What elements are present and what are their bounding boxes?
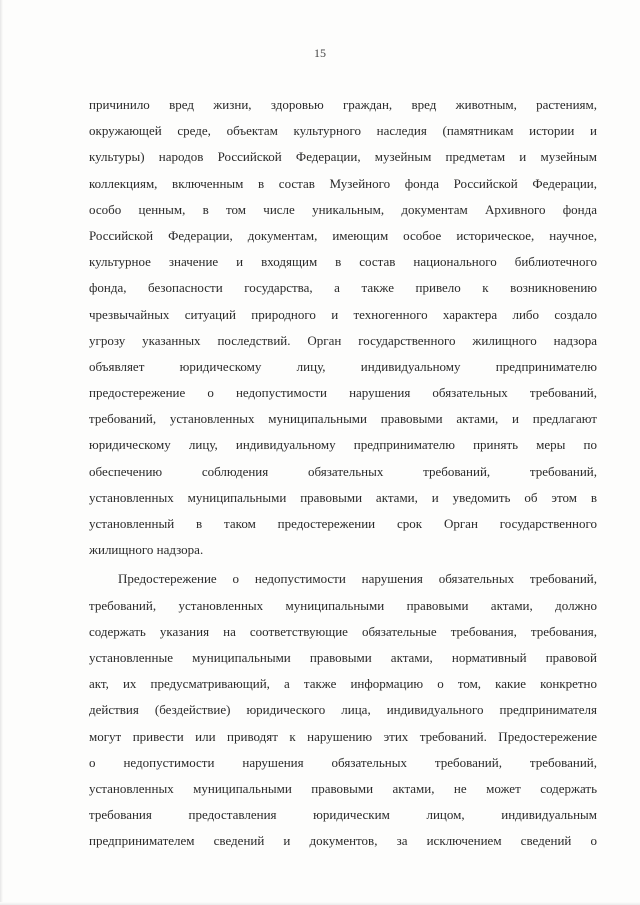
paragraph-1-line: особо ценным, в том числе уникальным, документам Архивного фонда <box>89 201 597 217</box>
scan-edge-left <box>0 0 3 905</box>
paragraph-1 <box>89 92 597 563</box>
paragraph-2-line: содержать указания на соответствующие обязательные требования, требования, <box>89 623 597 639</box>
paragraph-2-line: Предостережение о недопустимости нарушения обязательных требований, <box>118 571 597 587</box>
paragraph-1-line: Российской Федерации, документам, имеющим особое историческое, научное, <box>89 227 597 243</box>
paragraph-1-line: установленных муниципальными правовыми актами, и уведомить об этом в <box>89 489 597 505</box>
paragraph-1-line: фонда, безопасности государства, а также привело к возникновению <box>89 280 597 296</box>
paragraph-2-line: акт, их предусматривающий, а также информацию о том, какие конкретно <box>89 676 597 692</box>
paragraph-1-line: причинило вред жизни, здоровью граждан, вред животным, растениям, <box>89 97 597 112</box>
paragraph-1-line: жилищного надзора. <box>89 542 204 558</box>
paragraph-2-line: действия (бездействие) юридического лица, индивидуального предпринимателя <box>89 702 597 718</box>
paragraph-2-line: о недопустимости нарушения обязательных требований, требований, <box>89 754 597 770</box>
paragraph-1-line: установленный в таком предостережении срок Орган государственного <box>89 516 597 531</box>
paragraph-1-line: коллекциям, включенным в состав Музейного фонда Российской Федерации, <box>89 175 597 191</box>
paragraph-1-line: чрезвычайных ситуаций природного и техногенного характера либо создало <box>89 306 597 322</box>
paragraph-1-line: объявляет юридическому лицу, индивидуальному предпринимателю <box>89 358 597 374</box>
paragraph-1-line: юридическому лицу, индивидуальному предпринимателю принять меры по <box>89 437 597 453</box>
paragraph-2-line: установленные муниципальными правовыми актами, нормативный правовой <box>89 649 597 665</box>
paragraph-1-line: культурное значение и входящим в состав национального библиотечного <box>89 254 597 270</box>
paragraph-1-line: угрозу указанных последствий. Орган государственного жилищного надзора <box>89 332 597 348</box>
paragraph-1-line: окружающей среде, объектам культурного наследия (памятникам истории и <box>89 123 597 139</box>
body-text <box>89 92 597 854</box>
paragraph-1-line: культуры) народов Российской Федерации, музейным предметам и музейным <box>89 149 597 165</box>
paragraph-2-line: требования предоставления юридическим лицом, индивидуальным <box>89 807 597 823</box>
paragraph-2 <box>89 566 597 854</box>
paragraph-1-line: обеспечению соблюдения обязательных требований, требований, <box>89 463 597 479</box>
page-number: 15 <box>314 46 326 60</box>
paragraph-1-line: требований, установленных муниципальными правовыми актами, и предлагают <box>89 411 597 427</box>
paragraph-2-line: могут привести или приводят к нарушению этих требований. Предостережение <box>89 728 597 744</box>
paragraph-2-line: предпринимателем сведений и документов, за исключением сведений о <box>89 833 597 849</box>
paragraph-1-line: предостережение о недопустимости нарушения обязательных требований, <box>89 385 597 401</box>
paragraph-2-line: требований, установленных муниципальными правовыми актами, должно <box>89 597 597 613</box>
paragraph-2-line: установленных муниципальными правовыми актами, не может содержать <box>89 780 597 796</box>
